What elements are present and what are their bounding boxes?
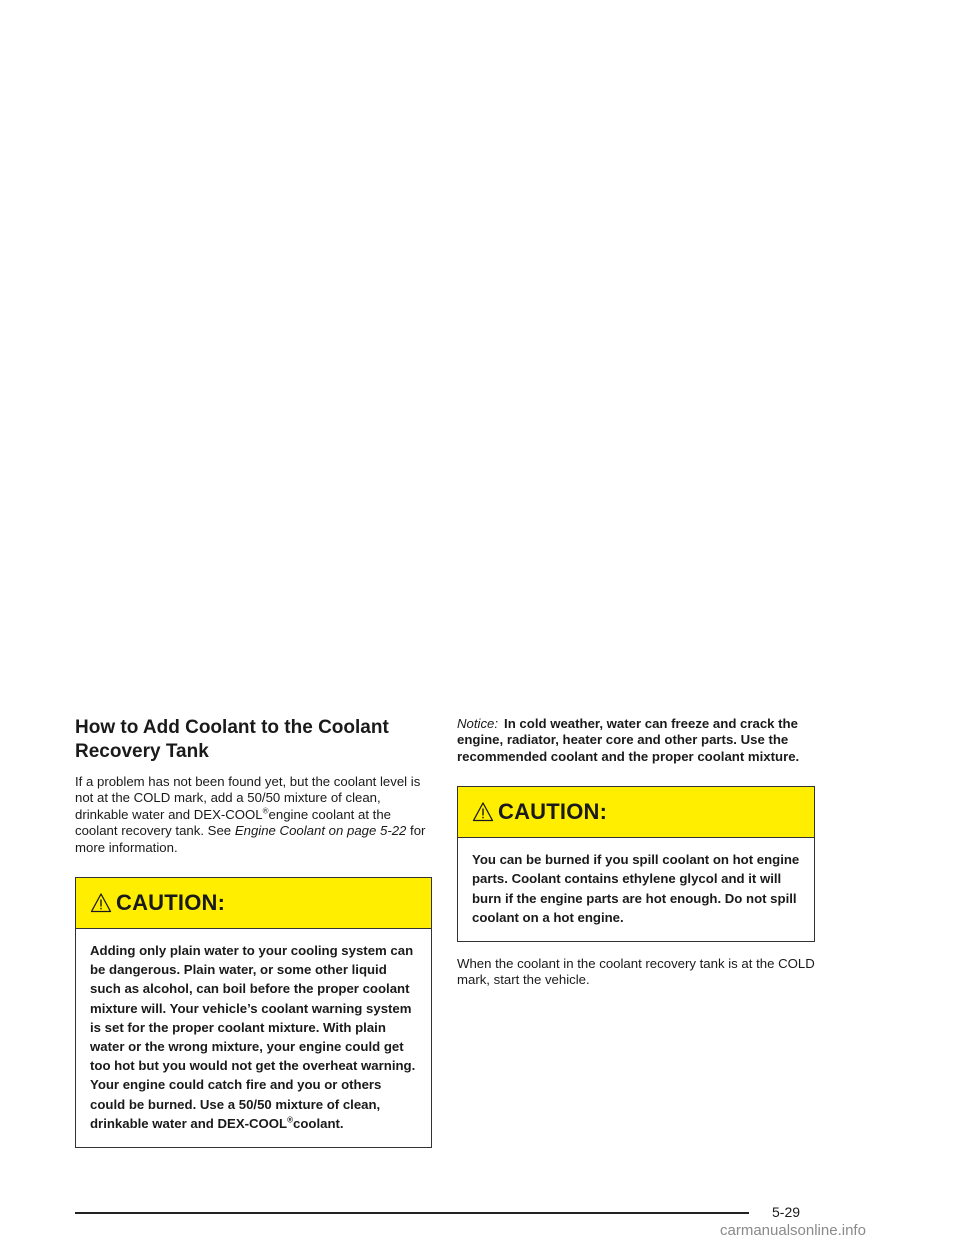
intro-text-1: If a problem has not been found yet, but the coolant level is not at the COLD mark, add a 50/50 mixture of clean, drinkable water and DEX-COOL bbox=[75, 774, 421, 822]
watermark: carmanualsonline.info bbox=[720, 1222, 866, 1239]
registered-mark: ® bbox=[287, 1115, 294, 1125]
caution-header bbox=[458, 787, 814, 838]
footer-rule bbox=[75, 1212, 749, 1214]
notice-text: In cold weather, water can freeze and crack the engine, radiator, heater core and other parts. Use the recommended coolant and the proper coolant mixture. bbox=[457, 716, 800, 764]
right-column bbox=[457, 716, 815, 989]
section-heading: How to Add Coolant to the Coolant Recovery Tank bbox=[75, 717, 389, 762]
left-column bbox=[75, 716, 432, 1148]
intro-paragraph bbox=[75, 774, 432, 856]
cross-reference-link[interactable]: Engine Coolant on page 5-22 bbox=[234, 823, 407, 839]
notice-label: Notice: bbox=[457, 716, 499, 731]
caution-body bbox=[76, 929, 431, 1147]
page-number: 5-29 bbox=[772, 1204, 801, 1220]
caution-title: CAUTION: bbox=[498, 799, 608, 825]
caution-title: CAUTION: bbox=[116, 890, 226, 916]
caution-body: You can be burned if you spill coolant on hot engine parts. Coolant contains ethylene glycol and it will burn if the engine parts are hot enough. Do not spill coolant on a hot engine. bbox=[472, 852, 800, 925]
caution-text-1: Adding only plain water to your cooling system can be dangerous. Plain water, or some other liquid such as alcohol, can boil before the proper coolant mixture will. Your vehicle’s coolant warning system is set for the proper coolant mixture. With plain water or the wrong mixture, your engine could get too hot but you would not get the overheat warning. Your engine could catch fire and you or others could be burned. Use a 50/50 mixture of clean, drinkable water and DEX-COOL bbox=[90, 943, 416, 1131]
caution-box-water bbox=[75, 877, 432, 1148]
caution-text-2: coolant. bbox=[293, 1115, 344, 1131]
caution-box-burn bbox=[457, 786, 815, 942]
warning-triangle-icon bbox=[90, 892, 112, 914]
registered-mark: ® bbox=[262, 806, 269, 816]
warning-triangle-icon bbox=[472, 801, 494, 823]
intro-text-2: engine coolant at the coolant recovery tank. See bbox=[75, 806, 391, 839]
caution-header bbox=[76, 878, 431, 929]
intro-text-3: for more information. bbox=[75, 823, 426, 855]
start-vehicle-paragraph: When the coolant in the coolant recovery tank is at the COLD mark, start the vehicle. bbox=[457, 956, 815, 988]
notice-paragraph bbox=[457, 716, 815, 765]
